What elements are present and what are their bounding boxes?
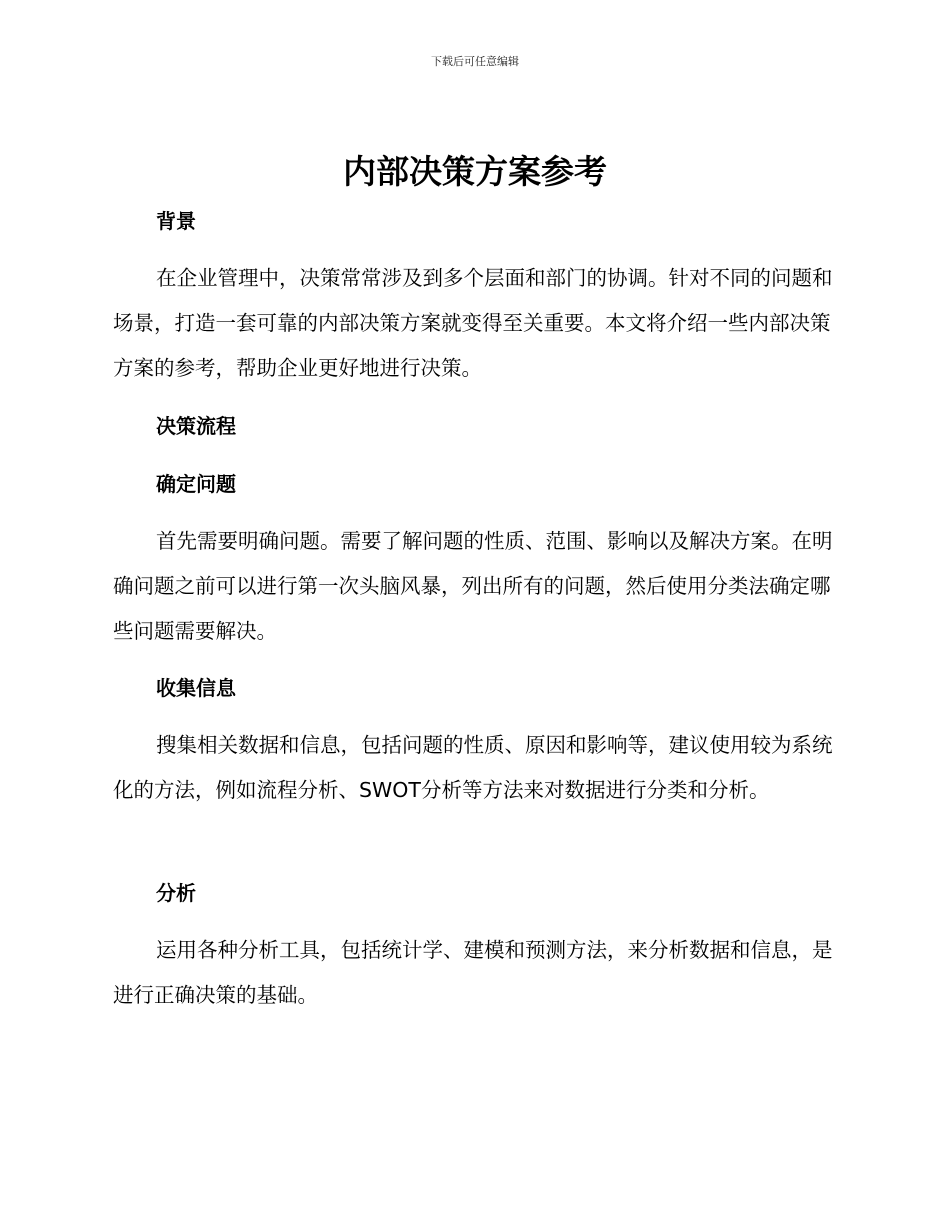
section-heading-analysis: 分析	[156, 881, 196, 905]
section-paragraph-define-problem: 首先需要明确问题。需要了解问题的性质、范围、影响以及解决方案。在明确问题之前可以进行第一次头脑风暴，列出所有的问题，然后使用分类法确定哪些问题需要解决。	[113, 529, 833, 643]
section-paragraph-background: 在企业管理中，决策常常涉及到多个层面和部门的协调。针对不同的问题和场景，打造一套可靠的内部决策方案就变得至关重要。本文将介绍一些内部决策方案的参考，帮助企业更好地进行决策。	[113, 266, 833, 380]
header-note: 下载后可任意编辑	[431, 55, 519, 68]
section-heading-process: 决策流程	[156, 414, 236, 438]
section-heading-collect-info: 收集信息	[156, 676, 236, 700]
section-heading-define-problem: 确定问题	[156, 472, 236, 496]
section-heading-background: 背景	[156, 209, 196, 233]
section-paragraph-collect-info: 搜集相关数据和信息，包括问题的性质、原因和影响等，建议使用较为系统化的方法，例如流程分析、SWOT分析等方法来对数据进行分类和分析。	[113, 733, 833, 802]
document-title: 内部决策方案参考	[343, 152, 607, 191]
section-paragraph-analysis: 运用各种分析工具，包括统计学、建模和预测方法，来分析数据和信息，是进行正确决策的基础。	[113, 938, 833, 1007]
